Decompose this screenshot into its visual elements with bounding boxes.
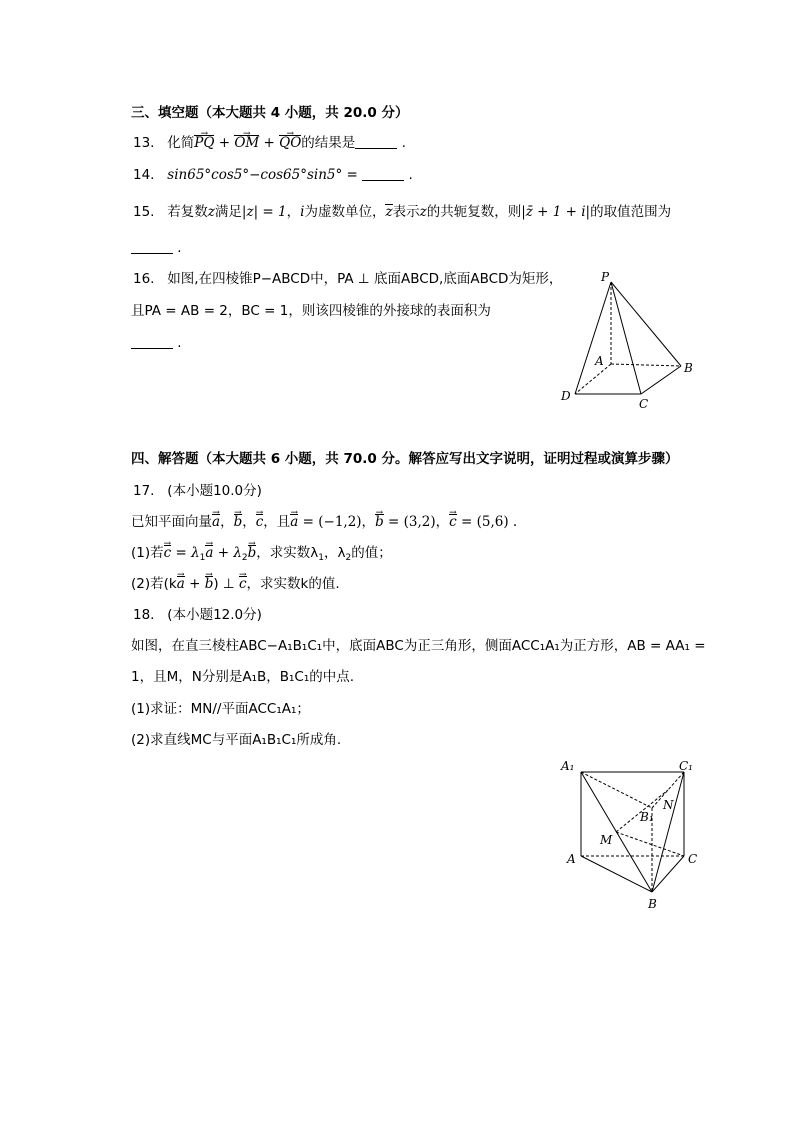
label-a: A [595, 354, 604, 368]
question-16-line-1: 16. 如图,在四棱锥P−ABCD中，PA ⊥ 底面ABCD,底面ABCD为矩形， [133, 271, 563, 287]
label-a1: A₁ [561, 759, 575, 773]
edge-pc [611, 282, 641, 394]
trig-expression: sin65°cos5°−cos65°sin5° = [167, 167, 358, 183]
label-c1: C₁ [679, 759, 693, 773]
edge-ab [611, 364, 681, 366]
pyramid-figure [555, 268, 705, 410]
modulus-expression: |z̄ + 1 + i| [521, 204, 591, 220]
segment-mc [616, 832, 684, 856]
answer-blank[interactable] [131, 241, 173, 254]
question-number: 15. [133, 204, 155, 220]
section-4-title: 四、解答题（本大题共 6 小题，共 70.0 分。解答应写出文字说明，证明过程或演算步骤） [131, 451, 679, 467]
question-15: 15. 若复数z满足|z| = 1，i为虚数单位，z表示z的共轭复数，则|z̄ + 1 + i|的取值范围为 [133, 204, 672, 220]
question-17-stem: 已知平面向量a →，b →，c →，且a → = (−1,2)，b → = (3,2)，c → = (5,6) . [131, 513, 517, 531]
question-number: 13. [133, 135, 155, 151]
label-m: M [600, 833, 613, 847]
answer-blank[interactable] [131, 336, 173, 349]
label-b: B [648, 897, 657, 911]
edge-cb [641, 366, 681, 394]
question-14: 14. sin65°cos5°−cos65°sin5° = . [133, 167, 413, 183]
label-p: P [601, 270, 610, 284]
question-13: 13. 化简PQ → + OM → + QO →的结果是 . [133, 134, 406, 152]
question-18-header [133, 606, 262, 624]
label-d: D [561, 389, 571, 403]
question-18-part-2: (2)求直线MC与平面A₁B₁C₁所成角. [131, 732, 342, 748]
question-18-line-1: 如图，在直三棱柱ABC−A₁B₁C₁中，底面ABC为正三角形，侧面ACC₁A₁为正方形，AB = AA₁ = [131, 638, 706, 654]
question-17-header [133, 482, 262, 500]
answer-blank[interactable] [355, 136, 397, 149]
label-n: N [663, 798, 674, 812]
prism-figure [555, 755, 705, 915]
question-number: 17. [133, 483, 155, 499]
edge-ad [575, 364, 611, 394]
z-conjugate: z [385, 204, 393, 220]
question-number: 16. [133, 271, 155, 287]
score-label: (本小题10.0分) [167, 483, 262, 499]
label-c: C [639, 397, 649, 410]
question-17-part-1: (1)若c → = $\lambda_1a$ → + $\lambda_2b$ →，求实数$\lambda_1$，$\lambda_2$的值； [131, 544, 392, 567]
score-label: (本小题12.0分) [167, 607, 262, 623]
label-b1: B₁ [640, 810, 654, 824]
question-18-part-1: (1)求证：MN//平面ACC₁A₁； [131, 701, 310, 717]
section-3-title: 三、填空题（本大题共 4 小题，共 20.0 分） [131, 105, 409, 121]
vector-qo: QO → [279, 134, 301, 152]
question-15-answer-line: . [131, 239, 182, 257]
vector-om: OM → [234, 134, 259, 152]
question-16-answer-line: . [131, 334, 182, 352]
edge-pd [575, 282, 611, 394]
answer-blank[interactable] [362, 168, 404, 181]
label-c: C [688, 852, 698, 866]
edge-pb [611, 282, 681, 366]
question-number: 14. [133, 167, 155, 183]
label-b: B [684, 361, 693, 375]
question-16-line-2: 且PA = AB = 2，BC = 1，则该四棱锥的外接球的表面积为 [131, 303, 491, 319]
question-18-line-2: 1，且M，N分别是A₁B，B₁C₁的中点. [131, 669, 355, 685]
question-number: 18. [133, 607, 155, 623]
label-a: A [567, 852, 576, 866]
vector-pq: PQ → [194, 134, 214, 152]
question-17-part-2: (2)若(ka → + b →) ⊥ c →，求实数k的值. [131, 575, 340, 593]
